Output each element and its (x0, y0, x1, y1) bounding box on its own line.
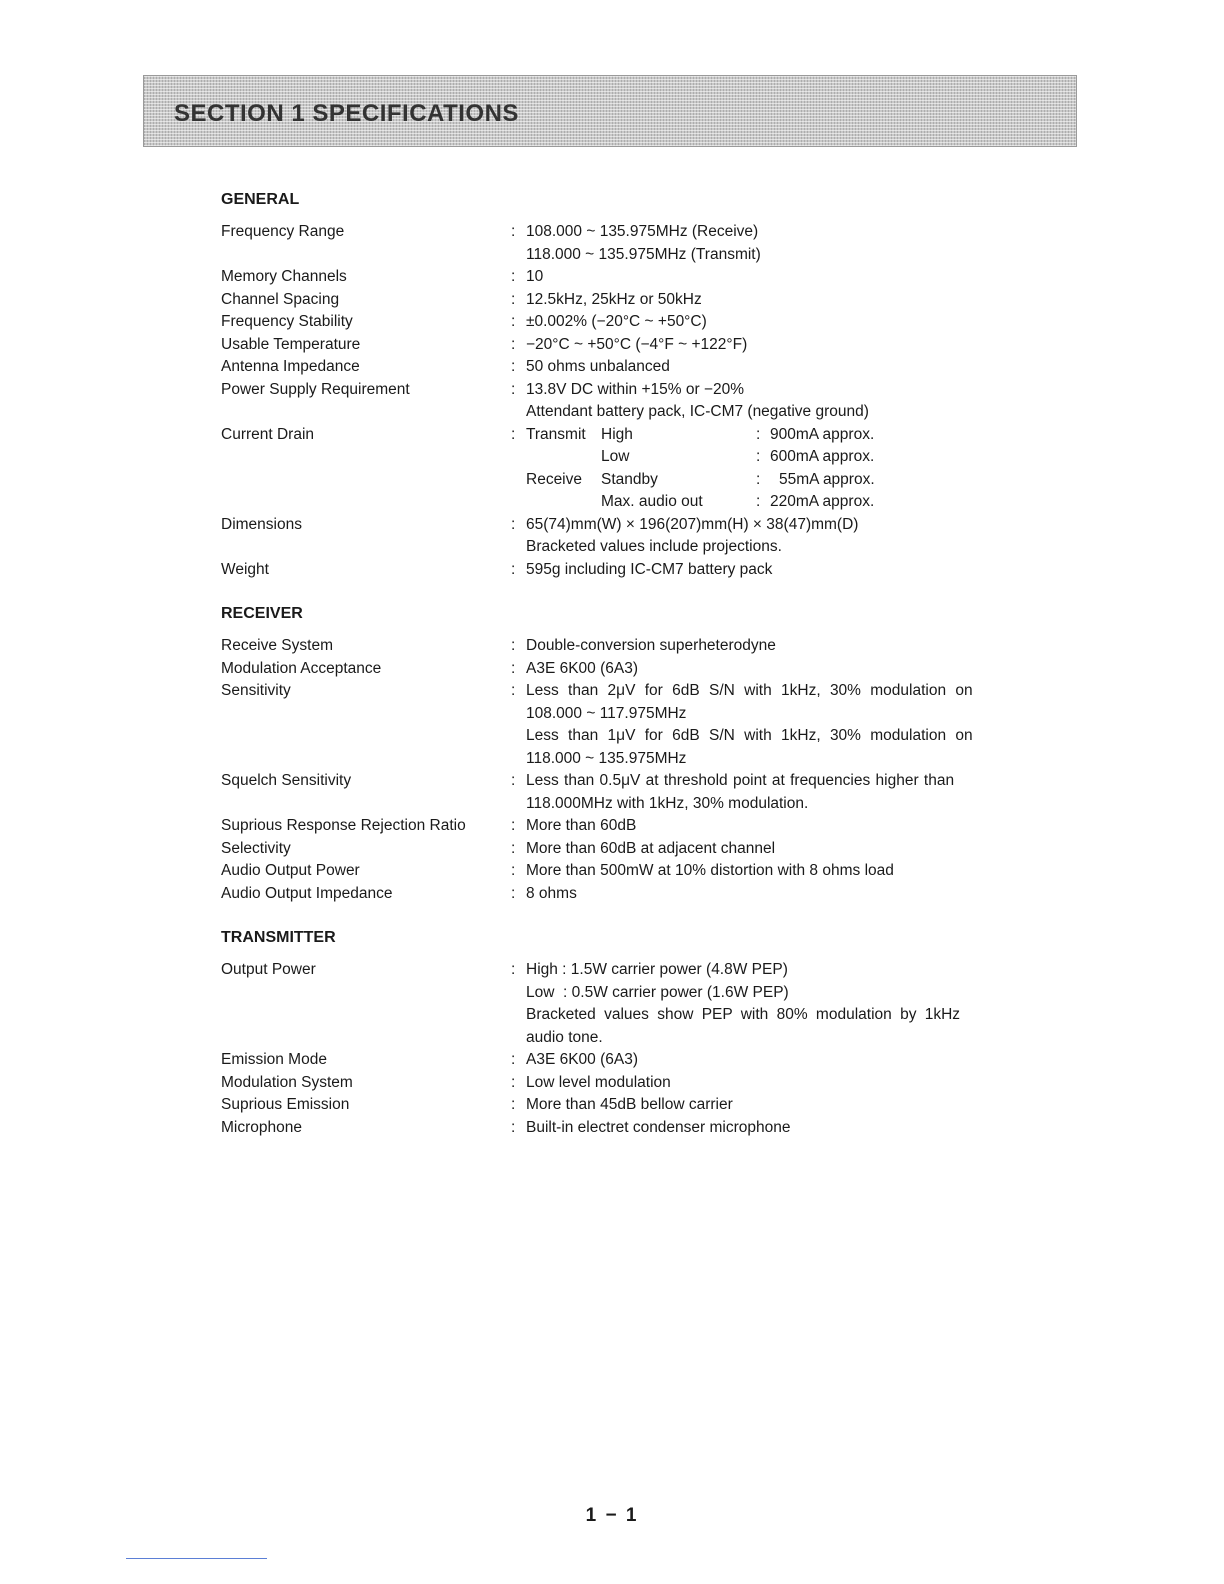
spec-value: ±0.002% (−20°C ~ +50°C) (526, 313, 707, 330)
drain-mode: Receive (526, 470, 582, 488)
spec-label: Suprious Response Rejection Ratio (221, 817, 466, 834)
spec-label: Frequency Stability (221, 313, 353, 330)
spec-value: 8 ohms (526, 884, 577, 902)
spec-value: Less than 0.5μV at threshold point at frequencies higher than (526, 772, 955, 789)
spec-label: Current Drain (221, 425, 315, 443)
spec-value: 595g including IC-CM7 battery pack (526, 560, 773, 578)
general-heading: GENERAL (221, 191, 300, 208)
spec-value: audio tone. (526, 1028, 603, 1046)
section-banner (143, 75, 1077, 147)
spec-label: Audio Output Impedance (221, 884, 393, 902)
spec-value: Built-in electret condenser microphone (526, 1118, 791, 1136)
spec-selectivity: Selectivity : More than 60dB at adjacent channel (221, 838, 1011, 861)
spec-value: 10 (526, 268, 544, 285)
spec-value: More than 500mW at 10% distortion with 8 ohms load (526, 862, 894, 879)
spec-audio-output-impedance: Audio Output Impedance : 8 ohms (221, 883, 1011, 906)
spec-value: Less than 2μV for 6dB S/N with 1kHz, 30% modulation on (526, 682, 973, 699)
spec-value: A3E 6K00 (6A3) (526, 659, 639, 677)
spec-antenna-impedance: Antenna Impedance : 50 ohms unbalanced (221, 356, 1011, 379)
spec-value: −20°C ~ +50°C (−4°F ~ +122°F) (526, 335, 748, 353)
spec-label: Dimensions (221, 515, 302, 533)
spec-memory-channels: Memory Channels : 10 (221, 266, 1011, 289)
spec-value: Less than 1μV for 6dB S/N with 1kHz, 30% modulation on (526, 727, 973, 744)
spec-label: Modulation System (221, 1073, 353, 1091)
spec-microphone: Microphone : Built-in electret condenser microphone (221, 1117, 1011, 1140)
spec-value: More than 60dB at adjacent channel (526, 839, 776, 857)
spec-label: Memory Channels (221, 268, 347, 285)
spec-label: Receive System (221, 637, 333, 654)
drain-mode (526, 491, 601, 514)
drain-value: 900mA approx. (770, 425, 875, 443)
spec-value: 118.000MHz with 1kHz, 30% modulation. (526, 794, 809, 812)
spec-value: Bracketed values include projections. (526, 538, 782, 555)
spec-current-drain: Current Drain : Transmit High : 900mA approx. Low : 600mA approx. Receive Standby : 55mA approx. Max. audio out : 220mA approx. (221, 424, 1011, 514)
spec-sensitivity: Sensitivity : Less than 2μV for 6dB S/N with 1kHz, 30% modulation on 108.000 ~ 117.975MHz Less than 1μV for 6dB S/N with 1kHz, 30% modulation on 118.000 ~ 135.975MHz (221, 680, 1011, 770)
footer-rule (126, 1558, 267, 1559)
spec-frequency-range: Frequency Range : 108.000 ~ 135.975MHz (Receive) 118.000 ~ 135.975MHz (Transmit) (221, 221, 1011, 266)
spec-value: 13.8V DC within +15% or −20% (526, 380, 744, 398)
spec-spurious-rejection: Suprious Response Rejection Ratio : More than 60dB (221, 815, 1011, 838)
spec-frequency-stability: Frequency Stability : ±0.002% (−20°C ~ +50°C) (221, 311, 1011, 334)
spec-label: Audio Output Power (221, 862, 360, 879)
spec-dimensions: Dimensions : 65(74)mm(W) × 196(207)mm(H) × 38(47)mm(D) Bracketed values include projections. (221, 514, 1011, 559)
drain-value: 220mA approx. (770, 493, 875, 510)
spec-label: Frequency Range (221, 223, 345, 240)
drain-mode: Transmit (526, 425, 586, 443)
spec-modulation-system: Modulation System : Low level modulation (221, 1072, 1011, 1095)
receiver-heading: RECEIVER (221, 605, 303, 622)
spec-value: A3E 6K00 (6A3) (526, 1051, 639, 1068)
spec-label: Antenna Impedance (221, 358, 360, 375)
spec-value: 108.000 ~ 135.975MHz (Receive) (526, 223, 759, 240)
spec-usable-temperature: Usable Temperature : −20°C ~ +50°C (−4°F ~ +122°F) (221, 334, 1011, 357)
spec-power-supply: Power Supply Requirement : 13.8V DC within +15% or −20% Attendant battery pack, IC-CM7 (negative ground) (221, 379, 1011, 424)
spec-value: High : 1.5W carrier power (4.8W PEP) (526, 961, 788, 978)
spec-value: More than 45dB bellow carrier (526, 1096, 733, 1113)
spec-value: 50 ohms unbalanced (526, 358, 670, 375)
spec-value: 118.000 ~ 135.975MHz (Transmit) (526, 245, 761, 263)
drain-level: Max. audio out (601, 493, 703, 510)
spec-label: Weight (221, 560, 269, 578)
spec-label: Usable Temperature (221, 335, 361, 353)
current-drain-row: Low : 600mA approx. (526, 446, 1011, 469)
spec-label: Sensitivity (221, 682, 291, 699)
spec-weight: Weight : 595g including IC-CM7 battery pack (221, 559, 1011, 582)
current-drain-row: Transmit High : 900mA approx. (526, 424, 1011, 447)
spec-modulation-acceptance: Modulation Acceptance : A3E 6K00 (6A3) (221, 658, 1011, 681)
transmitter-heading: TRANSMITTER (221, 929, 336, 946)
current-drain-row: Receive Standby : 55mA approx. (526, 469, 1011, 492)
drain-level: High (601, 425, 633, 443)
spec-output-power: Output Power : High : 1.5W carrier power (4.8W PEP) Low : 0.5W carrier power (1.6W PEP) Bracketed values show PEP with 80% modulation by 1kHz audio tone. (221, 959, 1011, 1049)
spec-value: 108.000 ~ 117.975MHz (526, 704, 687, 722)
spec-label: Output Power (221, 961, 316, 978)
spec-receive-system: Receive System : Double-conversion superheterodyne (221, 635, 1011, 658)
spec-value: Bracketed values show PEP with 80% modulation by 1kHz (526, 1006, 961, 1023)
spec-value: Attendant battery pack, IC-CM7 (negative ground) (526, 403, 869, 420)
spec-emission-mode: Emission Mode : A3E 6K00 (6A3) (221, 1049, 1011, 1072)
drain-level: Low (601, 448, 630, 465)
spec-label: Channel Spacing (221, 290, 340, 308)
spec-label: Emission Mode (221, 1051, 327, 1068)
specifications-content (221, 186, 1011, 1139)
spec-value: Low level modulation (526, 1073, 671, 1091)
spec-value: 118.000 ~ 135.975MHz (526, 749, 687, 767)
current-drain-row: Max. audio out : 220mA approx. (526, 491, 1011, 514)
drain-value: 600mA approx. (770, 448, 875, 465)
spec-label: Power Supply Requirement (221, 380, 410, 398)
spec-value: 12.5kHz, 25kHz or 50kHz (526, 290, 702, 308)
drain-value: 55mA approx. (779, 470, 875, 488)
spec-value: 65(74)mm(W) × 196(207)mm(H) × 38(47)mm(D) (526, 515, 859, 533)
spec-label: Modulation Acceptance (221, 659, 382, 677)
spec-spurious-emission: Suprious Emission : More than 45dB bellow carrier (221, 1094, 1011, 1117)
spec-label: Selectivity (221, 839, 291, 857)
spec-audio-output-power: Audio Output Power : More than 500mW at 10% distortion with 8 ohms load (221, 860, 1011, 883)
spec-value: More than 60dB (526, 817, 637, 834)
drain-mode (526, 446, 601, 469)
section-title: SECTION 1 SPECIFICATIONS (174, 100, 519, 127)
spec-value: Double-conversion superheterodyne (526, 637, 776, 654)
drain-level: Standby (601, 470, 658, 488)
spec-channel-spacing: Channel Spacing : 12.5kHz, 25kHz or 50kHz (221, 289, 1011, 312)
spec-label: Suprious Emission (221, 1096, 350, 1113)
spec-squelch-sensitivity: Squelch Sensitivity : Less than 0.5μV at threshold point at frequencies higher than 118.000MHz with 1kHz, 30% modulation. (221, 770, 1011, 815)
spec-value: Low : 0.5W carrier power (1.6W PEP) (526, 983, 789, 1001)
spec-label: Microphone (221, 1118, 302, 1136)
spec-label: Squelch Sensitivity (221, 772, 352, 789)
page-number: 1 − 1 (585, 1505, 639, 1526)
